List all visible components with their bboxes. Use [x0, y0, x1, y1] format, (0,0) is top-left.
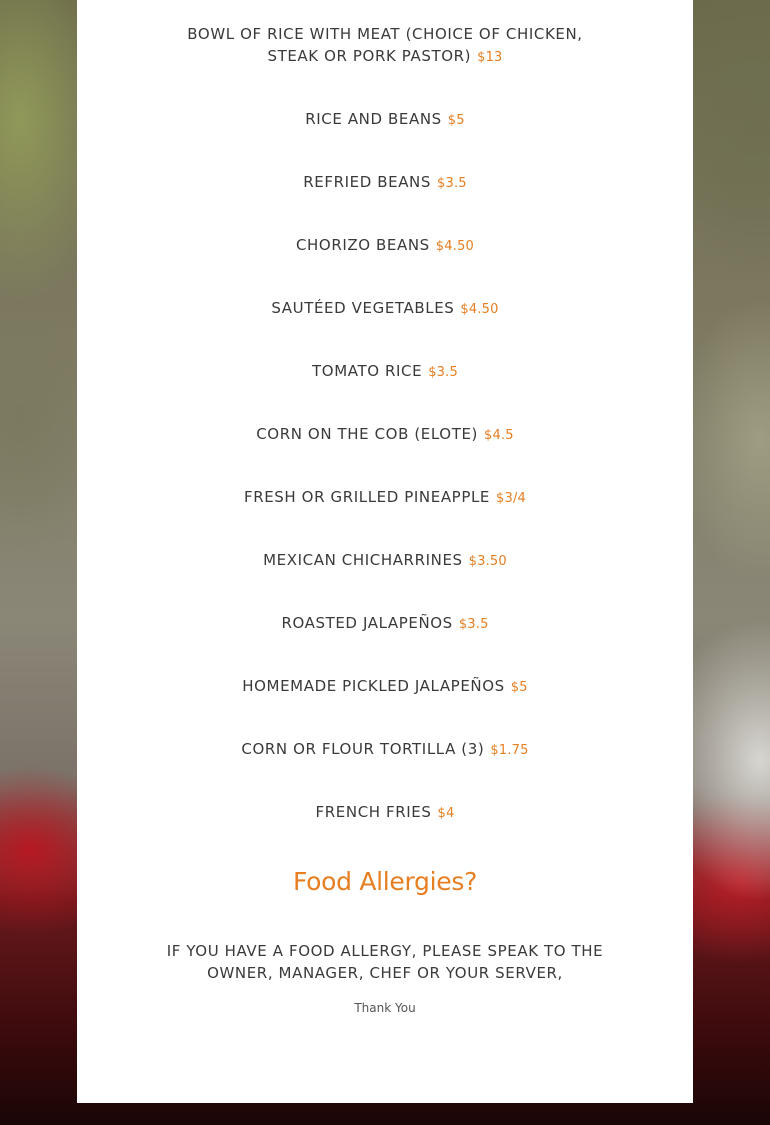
menu-item-price: $3.50 [468, 554, 507, 569]
menu-item-name: MEXICAN CHICHARRINES [263, 551, 463, 569]
menu-item-price: $3/4 [496, 491, 527, 506]
menu-item [77, 108, 693, 132]
menu-item [161, 23, 609, 69]
menu-item-price: $5 [447, 113, 465, 128]
menu-item-name: BOWL OF RICE WITH MEAT (CHOICE OF CHICKEN, STEAK OR PORK PASTOR) [187, 25, 583, 65]
menu-item-price: $13 [477, 50, 503, 65]
menu-item-name: CORN OR FLOUR TORTILLA (3) [241, 740, 485, 758]
menu-item-price: $4 [437, 806, 455, 821]
menu-item-name: FRESH OR GRILLED PINEAPPLE [243, 488, 491, 506]
menu-item-price: $4.5 [484, 428, 514, 443]
menu-item [77, 360, 693, 384]
menu-item-price: $3.5 [437, 176, 467, 191]
allergies-heading: Food Allergies? [292, 867, 478, 896]
menu-item-name: HOMEMADE PICKLED JALAPEÑOS [242, 677, 505, 695]
menu-item-price: $5 [510, 680, 528, 695]
menu-item-price: $3.5 [428, 365, 458, 380]
menu-item-price: $3.5 [458, 617, 489, 632]
allergy-notice: IF YOU HAVE A FOOD ALLERGY, PLEASE SPEAK TO THE OWNER, MANAGER, CHEF OR YOUR SERVER, [166, 942, 604, 982]
menu-item-name: ROASTED JALAPEÑOS [281, 614, 453, 632]
menu-item [77, 801, 693, 825]
menu-item-name: RICE AND BEANS [305, 110, 442, 128]
menu-item-price: $4.50 [460, 302, 499, 317]
menu-item-name: CORN ON THE COB (ELOTE) [256, 425, 478, 443]
menu-item-price: $4.50 [435, 239, 475, 254]
menu-item-name: REFRIED BEANS [303, 173, 431, 191]
menu-item [77, 549, 693, 573]
menu-item [77, 612, 693, 636]
menu-item [77, 738, 693, 762]
menu-item-price: $1.75 [490, 743, 529, 758]
menu-item-name: TOMATO RICE [312, 362, 423, 380]
menu-item [77, 486, 693, 510]
menu-item-name: CHORIZO BEANS [295, 236, 430, 254]
menu-item [77, 423, 693, 447]
menu-item-name: SAUTÉED VEGETABLES [271, 299, 455, 317]
menu-item [77, 675, 693, 699]
menu-panel [77, 0, 693, 1103]
menu-item [77, 234, 693, 258]
menu-item [77, 297, 693, 321]
thank-you-text: Thank You [354, 1001, 416, 1015]
menu-item-name: FRENCH FRIES [315, 803, 432, 821]
menu-item [77, 171, 693, 195]
